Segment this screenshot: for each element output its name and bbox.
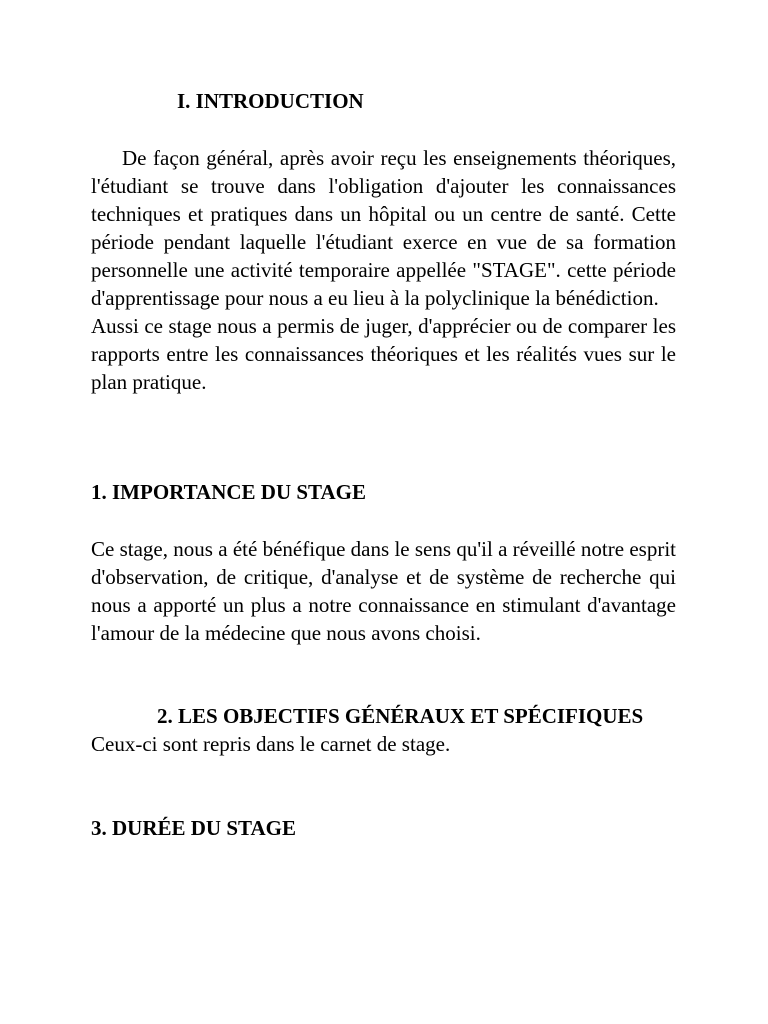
introduction-section	[91, 144, 676, 396]
duration-heading: 3. DURÉE DU STAGE	[91, 816, 296, 840]
objectives-paragraph: Ceux-ci sont repris dans le carnet de stage.	[91, 732, 451, 756]
introduction-paragraph-2: Aussi ce stage nous a permis de juger, d'apprécier ou de comparer les rapports entre les connaissances théoriques et les réalités vues sur le plan pratique.	[91, 314, 676, 394]
importance-heading: 1. IMPORTANCE DU STAGE	[91, 480, 366, 504]
objectives-section	[91, 702, 676, 758]
introduction-paragraph-1: De façon général, après avoir reçu les enseignements théoriques, l'étudiant se trouve dans l'obligation d'ajouter les connaissances techniques et pratiques dans un hôpital ou un centre de santé. Cette période pendant laquelle l'étudiant exerce en vue de sa formation personnelle une activité temporaire appellée "STAGE". cette période d'apprentissage pour nous a eu lieu à la polyclinique la bénédiction.	[91, 146, 676, 310]
objectives-heading: 2. LES OBJECTIFS GÉNÉRAUX ET SPÉCIFIQUES	[157, 704, 644, 728]
introduction-heading: I. INTRODUCTION	[177, 89, 364, 113]
importance-paragraph: Ce stage, nous a été bénéfique dans le sens qu'il a réveillé notre esprit d'observation, de critique, d'analyse et de système de recherche qui nous a apporté un plus a notre connaissance en stimulant d'avantage l'amour de la médecine que nous avons choisi.	[91, 537, 676, 645]
